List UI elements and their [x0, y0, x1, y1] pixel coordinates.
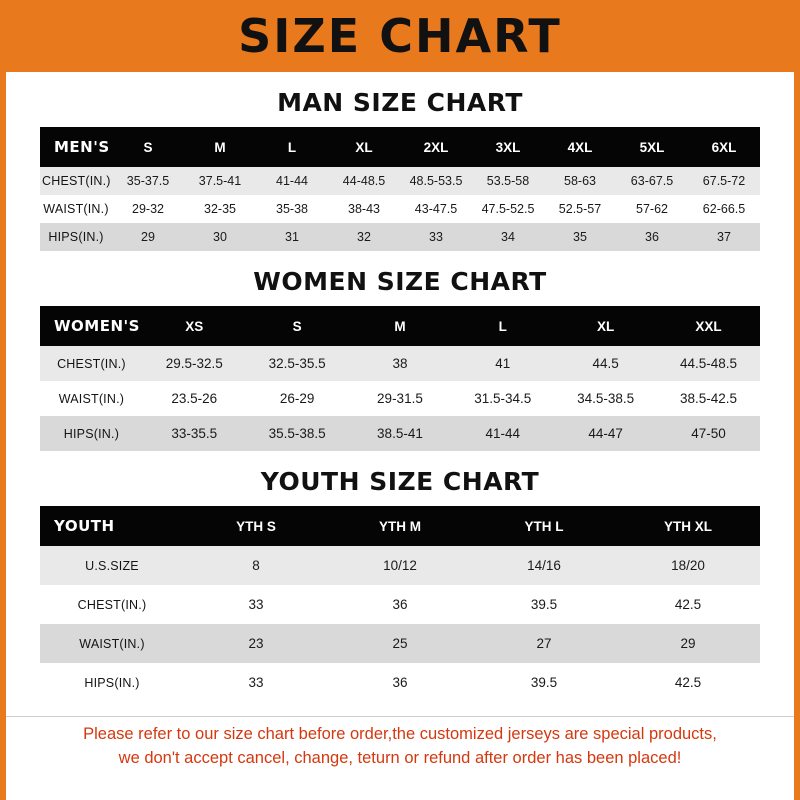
men-table-body [40, 167, 760, 251]
men-cell: 43-47.5 [400, 195, 472, 223]
men-cell: 35-37.5 [112, 167, 184, 195]
table-row [40, 663, 760, 702]
women-row-label: WAIST(IN.) [40, 381, 143, 416]
header-band [0, 0, 800, 72]
men-row-label: WAIST(IN.) [40, 195, 112, 223]
youth-cell: 42.5 [616, 663, 760, 702]
table-row [40, 167, 760, 195]
men-cell: 35 [544, 223, 616, 251]
men-cell: 30 [184, 223, 256, 251]
men-cell: 32-35 [184, 195, 256, 223]
women-cell: 44.5 [554, 346, 657, 381]
table-row [40, 624, 760, 663]
youth-col-header: YTH L [472, 506, 616, 546]
youth-cell: 10/12 [328, 546, 472, 585]
youth-cell: 14/16 [472, 546, 616, 585]
men-col-header: S [112, 127, 184, 167]
youth-row-label: HIPS(IN.) [40, 663, 184, 702]
men-col-header: XL [328, 127, 400, 167]
youth-cell: 36 [328, 585, 472, 624]
table-row [40, 585, 760, 624]
men-row-label: HIPS(IN.) [40, 223, 112, 251]
section-men [6, 88, 794, 251]
youth-cell: 39.5 [472, 585, 616, 624]
women-col-header: M [349, 306, 452, 346]
men-cell: 41-44 [256, 167, 328, 195]
men-cell: 58-63 [544, 167, 616, 195]
youth-col-header: YTH M [328, 506, 472, 546]
youth-cell: 25 [328, 624, 472, 663]
women-cell: 41 [451, 346, 554, 381]
women-cell: 38 [349, 346, 452, 381]
youth-cell: 29 [616, 624, 760, 663]
men-size-table [40, 127, 760, 251]
women-row-label: HIPS(IN.) [40, 416, 143, 451]
footer-line-1: Please refer to our size chart before order,the customized jerseys are special products, [83, 725, 717, 743]
youth-cell: 36 [328, 663, 472, 702]
men-col-header: 5XL [616, 127, 688, 167]
men-col-header: 2XL [400, 127, 472, 167]
men-cell: 44-48.5 [328, 167, 400, 195]
men-col-header: 4XL [544, 127, 616, 167]
men-corner-label: MEN'S [40, 127, 112, 167]
section-youth [6, 467, 794, 702]
women-row-label: CHEST(IN.) [40, 346, 143, 381]
women-cell: 41-44 [451, 416, 554, 451]
men-cell: 33 [400, 223, 472, 251]
youth-table-body [40, 546, 760, 702]
men-cell: 63-67.5 [616, 167, 688, 195]
youth-header-row [40, 506, 760, 546]
section-title-women: WOMEN SIZE CHART [253, 267, 547, 296]
youth-cell: 27 [472, 624, 616, 663]
women-cell: 38.5-41 [349, 416, 452, 451]
men-cell: 32 [328, 223, 400, 251]
men-cell: 34 [472, 223, 544, 251]
page-title: SIZE CHART [238, 9, 562, 63]
youth-cell: 39.5 [472, 663, 616, 702]
youth-row-label: U.S.SIZE [40, 546, 184, 585]
youth-col-header: YTH S [184, 506, 328, 546]
women-cell: 44.5-48.5 [657, 346, 760, 381]
section-women [6, 267, 794, 451]
women-cell: 29.5-32.5 [143, 346, 246, 381]
youth-cell: 33 [184, 585, 328, 624]
women-cell: 33-35.5 [143, 416, 246, 451]
men-cell: 47.5-52.5 [472, 195, 544, 223]
men-cell: 53.5-58 [472, 167, 544, 195]
men-col-header: 3XL [472, 127, 544, 167]
youth-cell: 8 [184, 546, 328, 585]
women-cell: 34.5-38.5 [554, 381, 657, 416]
men-row-label: CHEST(IN.) [40, 167, 112, 195]
men-cell: 31 [256, 223, 328, 251]
youth-table-head [40, 506, 760, 546]
women-cell: 35.5-38.5 [246, 416, 349, 451]
women-cell: 23.5-26 [143, 381, 246, 416]
youth-size-table [40, 506, 760, 702]
men-cell: 37.5-41 [184, 167, 256, 195]
men-cell: 38-43 [328, 195, 400, 223]
table-row [40, 381, 760, 416]
men-cell: 57-62 [616, 195, 688, 223]
youth-corner-label: YOUTH [40, 506, 184, 546]
women-cell: 47-50 [657, 416, 760, 451]
men-header-row [40, 127, 760, 167]
men-col-header: L [256, 127, 328, 167]
men-cell: 62-66.5 [688, 195, 760, 223]
youth-cell: 42.5 [616, 585, 760, 624]
men-col-header: M [184, 127, 256, 167]
men-cell: 35-38 [256, 195, 328, 223]
men-cell: 52.5-57 [544, 195, 616, 223]
men-cell: 48.5-53.5 [400, 167, 472, 195]
women-col-header: XS [143, 306, 246, 346]
women-col-header: S [246, 306, 349, 346]
women-header-row [40, 306, 760, 346]
women-col-header: XXL [657, 306, 760, 346]
women-corner-label: WOMEN'S [40, 306, 143, 346]
women-cell: 32.5-35.5 [246, 346, 349, 381]
women-size-table [40, 306, 760, 451]
women-cell: 38.5-42.5 [657, 381, 760, 416]
footer-line-2: we don't accept cancel, change, teturn or refund after order has been placed! [118, 748, 682, 767]
youth-row-label: WAIST(IN.) [40, 624, 184, 663]
men-cell: 29 [112, 223, 184, 251]
women-cell: 31.5-34.5 [451, 381, 554, 416]
women-table-body [40, 346, 760, 451]
women-col-header: XL [554, 306, 657, 346]
section-title-men: MAN SIZE CHART [277, 88, 523, 117]
women-cell: 44-47 [554, 416, 657, 451]
table-row [40, 416, 760, 451]
men-col-header: 6XL [688, 127, 760, 167]
women-col-header: L [451, 306, 554, 346]
table-row [40, 223, 760, 251]
table-row [40, 346, 760, 381]
youth-cell: 23 [184, 624, 328, 663]
section-title-youth: YOUTH SIZE CHART [260, 467, 540, 496]
men-cell: 37 [688, 223, 760, 251]
men-cell: 67.5-72 [688, 167, 760, 195]
youth-row-label: CHEST(IN.) [40, 585, 184, 624]
men-table-head [40, 127, 760, 167]
men-cell: 29-32 [112, 195, 184, 223]
youth-col-header: YTH XL [616, 506, 760, 546]
women-cell: 29-31.5 [349, 381, 452, 416]
women-cell: 26-29 [246, 381, 349, 416]
footer-disclaimer [6, 716, 794, 771]
women-table-head [40, 306, 760, 346]
youth-cell: 18/20 [616, 546, 760, 585]
youth-cell: 33 [184, 663, 328, 702]
table-row [40, 546, 760, 585]
men-cell: 36 [616, 223, 688, 251]
table-row [40, 195, 760, 223]
